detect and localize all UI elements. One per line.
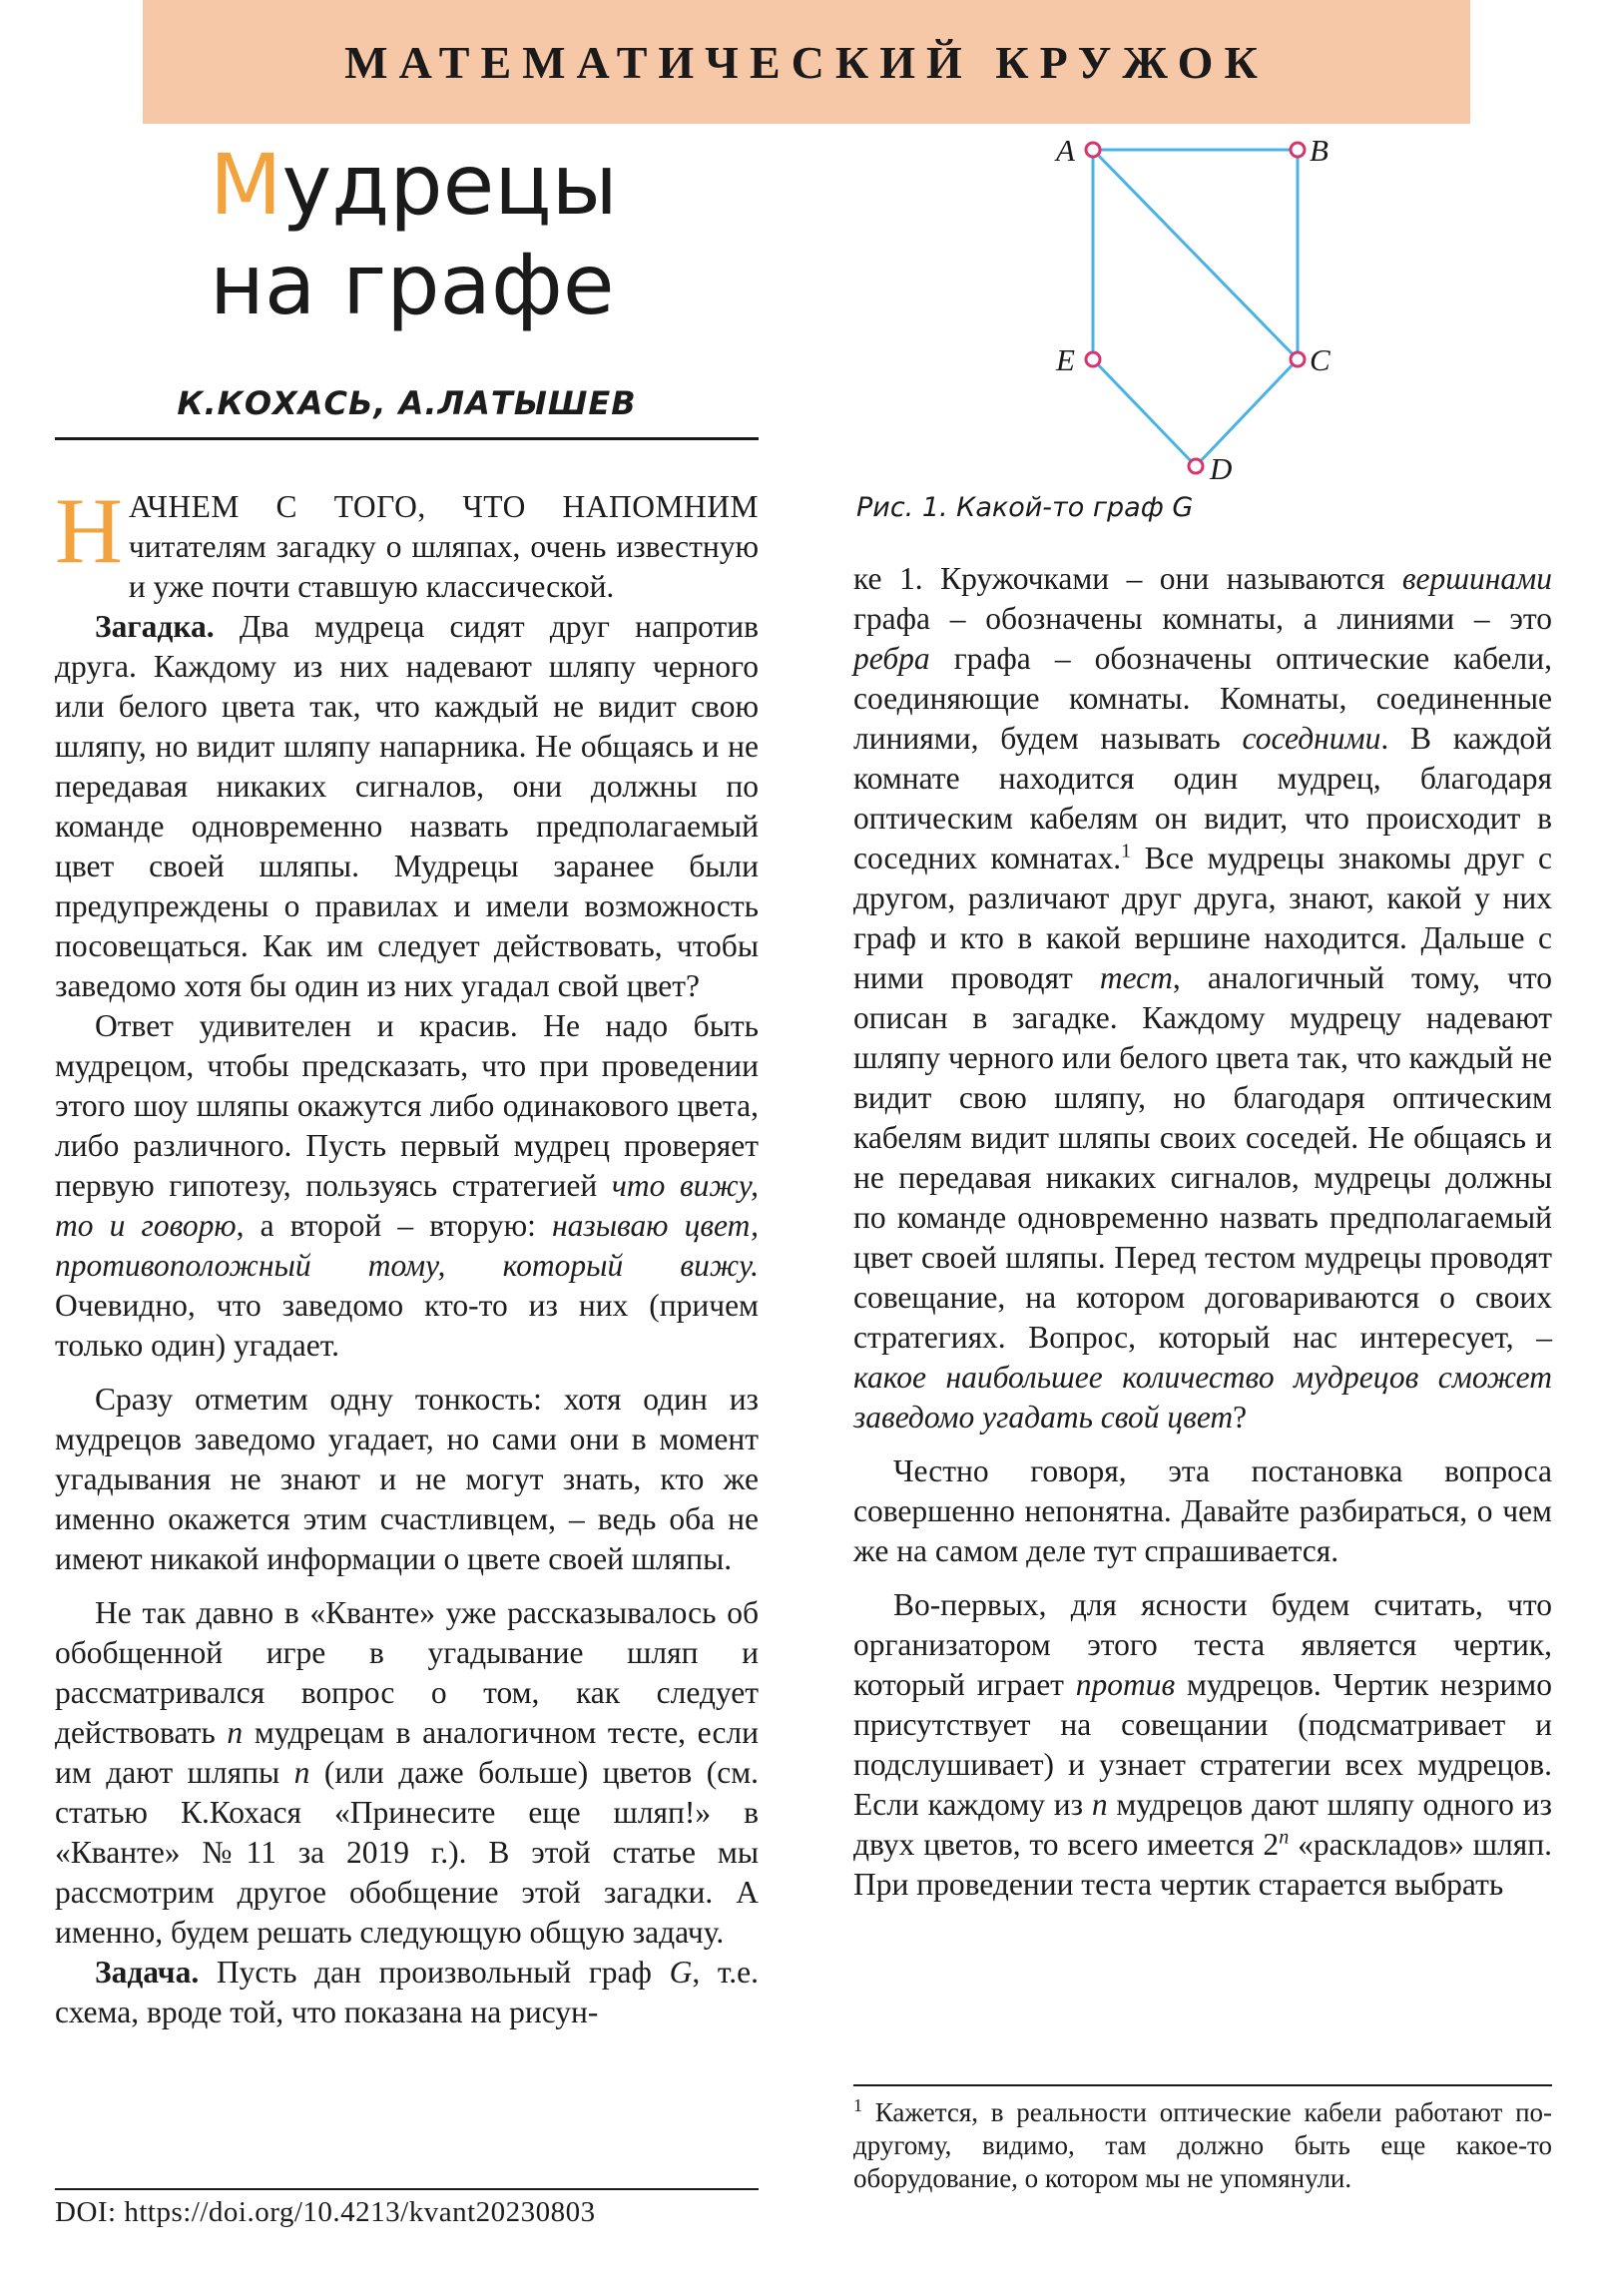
riddle-label: Загадка. [95,609,215,644]
devil-paragraph [853,1585,1552,1905]
title-line1-rest: удрецы [281,136,618,234]
label-b: B [1310,133,1329,168]
term-test: тест [1099,960,1173,995]
doi-rule [55,2188,759,2190]
authors: К.КОХАСЬ, А.ЛАТЫШЕВ [177,384,637,422]
subtlety-paragraph: Сразу отметим одну тонкость: хотя один из мудрецов заведомо угадает, но сами они в момент угадывания не знают и не могут знать, кто же именно окажется этим счастливцем, – ведь оба не имеют никакой информации о цвете своей шляпы. [55,1382,759,1576]
main-question: какое наибольшее количество мудрецов сможет заведомо угадать свой цвет [853,1360,1552,1435]
var-n: n [227,1715,244,1750]
intro-paragraph [55,479,759,607]
text: графа – обозначены оптические кабели, соединяющие комнаты. Комнаты, соединенные линиями, будем называть [853,641,1552,756]
strategy-two: называю цвет, противоположный тому, который вижу. [55,1208,759,1283]
vertex-e [1086,352,1100,366]
text: ке 1. Кружочками – они называются [853,561,1385,596]
task-label: Задача. [95,1955,200,1990]
var-n: n [293,1755,310,1790]
label-c: C [1310,342,1331,377]
label-e: E [1056,342,1075,377]
doi: DOI: https://doi.org/10.4213/kvant20230803 [55,2196,596,2228]
term-edges: ребра [853,641,930,676]
footnote-rule [853,2084,1552,2086]
term-against: против [1075,1667,1176,1702]
kvant-text-c: (или даже больше) цветов (см. статью К.Кохася «Принесите еще шляп!» в «Кванте» №11 за 2019 г.). В этой статье мы рассмотрим другое обобщение этой загадки. А именно, будем решать следующую общую задачу. [55,1755,760,1950]
kvant-text-a: Не так давно в «Кванте» уже рассказывалось об обобщенной игре в угадывание шляп и рассматривался вопрос о том, как следует действовать [55,1595,759,1750]
text: мудрецов дают шляпу одного из двух цветов, то всего имеется 2 [853,1787,1552,1862]
text: Все мудрецы знакомы друг с другом, различают друг друга, знают, какой у них граф и кто в какой вершине находится. Дальше с ними проводят [853,841,1552,995]
edge-a-c [1093,150,1298,359]
title-line2: на графе [210,236,615,333]
vertex-c [1291,352,1305,366]
label-d: D [1210,451,1233,484]
exponent-n: n [1279,1826,1290,1849]
task-text-b: , т.е. схема, вроде той, что показана на рисун- [55,1955,760,2029]
vertex-a [1086,143,1100,157]
drop-cap: Н [55,479,123,583]
riddle-text: Два мудреца сидят друг напротив друга. Каждому из них надевают шляпу черного или белого цвета так, что каждый не видит свою шляпу, но видит шляпу напарника. Не общаясь и не передавая никаких сигналов, они должны по команде одновременно назвать предполагаемый цвет своей шляпы. Мудрецы заранее были предупреждены о правилах и имели возможность посовещаться. Как им следует действовать, чтобы заведомо хотя бы один из них угадал свой цвет? [55,609,759,1003]
text: , аналогичный тому, что описан в загадке. Каждому мудрецу надевают шляпу черного или белого цвета так, что каждый не видит свою шляпу, но благодаря оптическим кабелям видит шляпы своих соседей. Не общаясь и не передавая никаких сигналов, мудрецы должны по команде одновременно назвать предполагаемый цвет своей шляпы. Перед тестом мудрецы проводят совещание, на котором договариваются о своих стратегиях. Вопрос, который нас интересует, – [853,960,1552,1355]
vertex-b [1291,143,1305,157]
intro-caps: АЧНЕМ С ТОГО, ЧТО НАПОМНИМ [128,489,759,524]
answer-paragraph [55,1006,759,1366]
kvant-text-b: мудрецам в аналогичном тесте, если им дают шляпы [55,1715,760,1790]
strategy-one: что вижу, то и говорю [55,1168,759,1243]
kvant-paragraph [55,1593,759,1953]
text: графа – обозначены комнаты, а линиями – это [853,601,1552,636]
riddle-paragraph [55,607,759,1006]
edge-d-c [1196,359,1298,466]
title-accent-letter: М [210,136,282,234]
text: мудрецов. Чертик незримо присутствует на совещании (подсматривает и подслушивает) и узнает стратегии всех мудрецов. Если каждому из [853,1667,1552,1822]
graph-description-paragraph [853,559,1552,1437]
var-n: n [1091,1787,1108,1822]
footnote-number: 1 [853,2095,862,2115]
footnote-mark: 1 [1121,840,1132,862]
text: «раскладов» шляп. При проведении теста чертик старается выбрать [853,1827,1552,1902]
term-vertices: вершинами [1401,561,1553,596]
footnote-text: Кажется, в реальности оптические кабели работают по-другому, видимо, там должно быть еще какое-то оборудование, о котором мы не упомянули. [853,2097,1553,2193]
honesty-paragraph: Честно говоря, эта постановка вопроса совершенно непонятна. Давайте разбираться, о чем же на самом деле тут спрашивается. [853,1453,1552,1568]
text: . В каждой комнате находится один мудрец, благодаря оптическим кабелям он видит, что происходит в соседних комнатах. [853,721,1553,875]
figure-caption: Рис. 1. Какой-то граф G [856,492,1194,523]
task-text-a: Пусть дан произвольный граф [216,1955,652,1990]
right-column [853,559,1552,1905]
var-g: G [669,1955,693,1990]
edge-e-d [1093,359,1196,466]
answer-text-c: Очевидно, что заведомо кто-то из них (причем только один) угадает. [55,1288,759,1363]
section-header [143,0,1470,124]
title-rule [55,437,759,440]
answer-text-b: , а второй – вторую: [236,1208,536,1243]
text: ? [1233,1400,1248,1435]
graph-figure [1048,125,1357,484]
vertex-d [1189,459,1203,473]
left-column [55,479,760,2032]
footnote [853,2096,1552,2195]
answer-text-a: Ответ удивителен и красив. Не надо быть мудрецом, чтобы предсказать, что при проведении этого шоу шляпы окажутся либо одинакового цвета, либо различного. Пусть первый мудрец проверяет первую гипотезу, пользуясь стратегией [55,1008,759,1203]
text: Во-первых, для ясности будем считать, что организатором этого теста является чертик, который играет [853,1587,1552,1702]
article-title [210,135,769,334]
task-paragraph [55,1953,759,2032]
section-title: МАТЕМАТИЧЕСКИЙ КРУЖОК [344,36,1269,88]
intro-rest: читателям загадку о шляпах, очень известную и уже почти ставшую классической. [128,529,759,604]
label-a: A [1056,133,1075,168]
term-adjacent: соседними [1242,721,1381,756]
